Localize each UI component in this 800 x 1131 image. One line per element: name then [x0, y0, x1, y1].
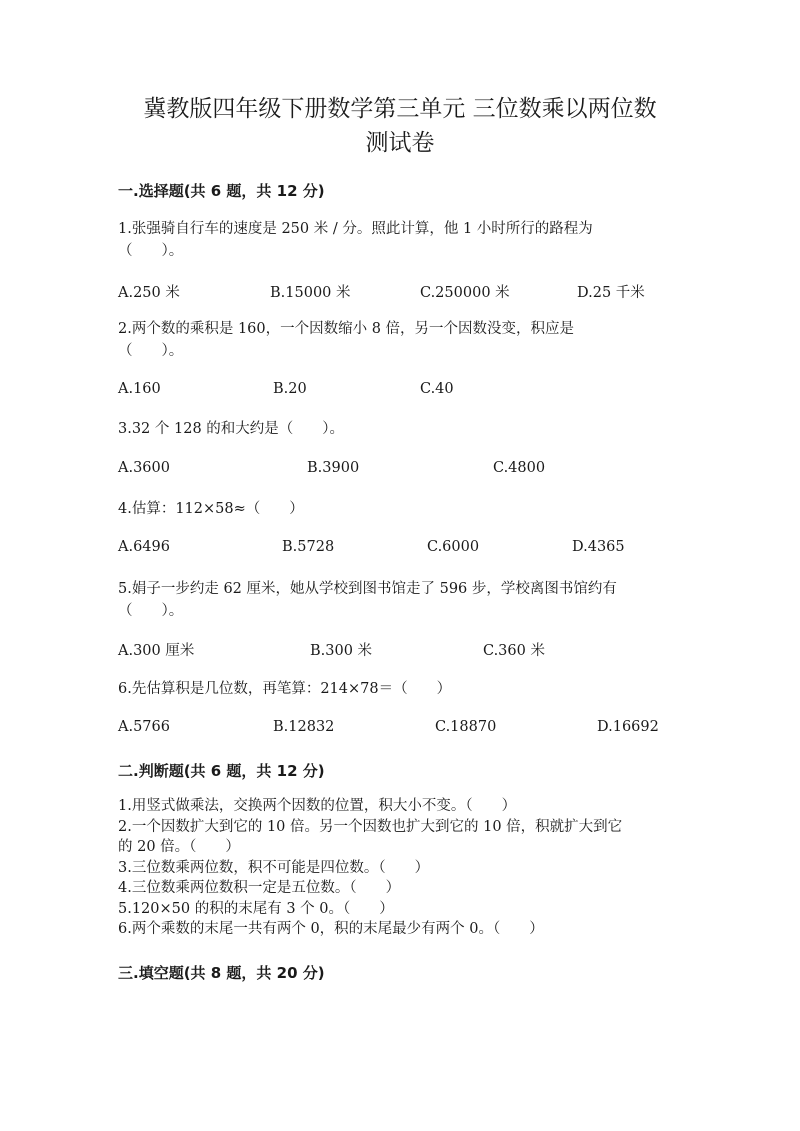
section-heading-choice: 一.选择题(共 6 题，共 12 分): [118, 182, 325, 200]
question-1-text: 1.张强骑自行车的速度是 250 米 / 分。照此计算，他 1 小时所行的路程为: [118, 221, 593, 237]
q1-option-d: D.25 千米: [577, 285, 645, 301]
question-1: [118, 218, 688, 262]
question-4-text: 4.估算：112×58≈（ ）: [118, 501, 304, 517]
judge-item-2: 2.一个因数扩大到它的 10 倍。另一个因数也扩大到它的 10 倍，积就扩大到它: [118, 818, 623, 835]
q5-option-c: C.360 米: [483, 643, 545, 659]
question-3-text: 3.32 个 128 的和大约是（ ）。: [118, 421, 345, 437]
q2-option-b: B.20: [273, 381, 307, 397]
document-title: [100, 92, 700, 160]
question-6-text: 6.先估算积是几位数，再笔算：214×78＝（ ）: [118, 681, 452, 697]
q4-option-c: C.6000: [427, 539, 480, 555]
q1-option-b: B.15000 米: [270, 285, 351, 301]
q4-option-d: D.4365: [572, 539, 625, 555]
question-2-blank: （ ）。: [118, 343, 184, 359]
q6-option-b: B.12832: [273, 719, 335, 735]
judge-item-1: 1.用竖式做乘法，交换两个因数的位置，积大小不变。（ ）: [118, 798, 517, 814]
judge-item-5: 5.120×50 的积的末尾有 3 个 0。（ ）: [118, 900, 394, 917]
question-5: [118, 578, 688, 622]
title-line-2: 测试卷: [365, 130, 435, 156]
question-2: [118, 318, 688, 362]
judge-item-4: 4.三位数乘两位数积一定是五位数。（ ）: [118, 880, 401, 896]
question-5-blank: （ ）。: [118, 603, 184, 619]
q2-option-a: A.160: [118, 381, 161, 397]
question-5-text: 5.娟子一步约走 62 厘米，她从学校到图书馆走了 596 步，学校离图书馆约有: [118, 581, 617, 597]
q4-option-b: B.5728: [282, 539, 335, 555]
judge-item-6: 6.两个乘数的末尾一共有两个 0，积的末尾最少有两个 0。（ ）: [118, 921, 544, 937]
judge-item-3: 3.三位数乘两位数，积不可能是四位数。（ ）: [118, 859, 430, 876]
q3-option-a: A.3600: [118, 460, 170, 476]
section-heading-judge: 二.判断题(共 6 题，共 12 分): [118, 762, 325, 780]
q4-option-a: A.6496: [118, 539, 170, 555]
question-6: [118, 678, 688, 700]
question-3: [118, 418, 688, 440]
q3-option-c: C.4800: [493, 460, 546, 476]
q5-option-a: A.300 厘米: [118, 643, 195, 659]
question-2-text: 2.两个数的乘积是 160，一个因数缩小 8 倍，另一个因数没变，积应是: [118, 321, 575, 337]
q6-option-d: D.16692: [597, 719, 659, 735]
q3-option-b: B.3900: [307, 460, 360, 476]
judge-list: [118, 796, 688, 940]
q1-option-a: A.250 米: [118, 285, 180, 301]
q1-option-c: C.250000 米: [420, 285, 510, 301]
q6-option-a: A.5766: [118, 719, 170, 735]
section-heading-fill: 三.填空题(共 8 题，共 20 分): [118, 964, 325, 982]
judge-item-2-cont: 的 20 倍。（ ）: [118, 839, 240, 855]
question-1-blank: （ ）。: [118, 243, 184, 259]
q6-option-c: C.18870: [435, 719, 497, 735]
question-4: [118, 498, 688, 520]
q2-option-c: C.40: [420, 381, 454, 397]
title-line-1: 冀教版四年级下册数学第三单元 三位数乘以两位数: [143, 96, 657, 122]
q5-option-b: B.300 米: [310, 643, 373, 659]
